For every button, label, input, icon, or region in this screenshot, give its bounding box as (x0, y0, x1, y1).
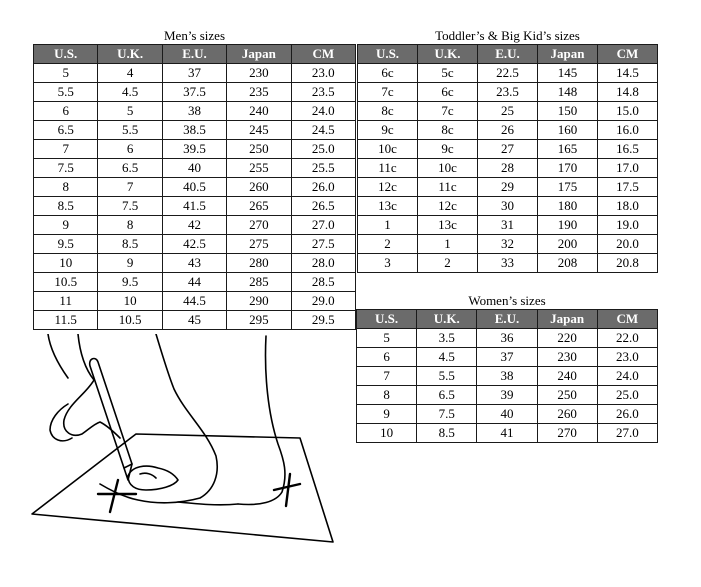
table-cell: 14.8 (598, 83, 658, 102)
womens-size-chart (356, 293, 658, 443)
table-cell: 24.0 (291, 102, 355, 121)
table-cell: 2 (358, 235, 418, 254)
table-cell: 12c (358, 178, 418, 197)
table-cell: 8 (98, 216, 162, 235)
table-cell: 24.5 (291, 121, 355, 140)
table-cell: 25 (478, 102, 538, 121)
table-cell: 235 (227, 83, 291, 102)
table-cell: 10c (358, 140, 418, 159)
table-cell: 30 (478, 197, 538, 216)
table-cell: 2 (418, 254, 478, 273)
table-cell: 15.0 (598, 102, 658, 121)
table-cell: 6 (357, 348, 417, 367)
table-cell: 3.5 (417, 329, 477, 348)
table-cell: 29.0 (291, 292, 355, 311)
mens-table-body (34, 64, 356, 330)
womens-title: Women’s sizes (468, 293, 546, 308)
table-cell: 33 (478, 254, 538, 273)
table-cell: 7c (418, 102, 478, 121)
table-row (34, 140, 356, 159)
table-row (34, 121, 356, 140)
toes-outline (128, 466, 178, 490)
kids-header-cell: U.K. (418, 45, 478, 64)
table-cell: 25.0 (291, 140, 355, 159)
table-cell: 28.0 (291, 254, 355, 273)
table-cell: 7c (358, 83, 418, 102)
table-cell: 24.0 (597, 367, 657, 386)
table-cell: 25.0 (597, 386, 657, 405)
table-cell: 10 (357, 424, 417, 443)
table-cell: 280 (227, 254, 291, 273)
table-cell: 175 (538, 178, 598, 197)
kids-header-cell: Japan (538, 45, 598, 64)
table-row (34, 254, 356, 273)
table-cell: 7.5 (98, 197, 162, 216)
table-cell: 20.8 (598, 254, 658, 273)
womens-header-cell: CM (597, 310, 657, 329)
table-cell: 27.5 (291, 235, 355, 254)
table-cell: 14.5 (598, 64, 658, 83)
table-row (34, 311, 356, 330)
table-cell: 285 (227, 273, 291, 292)
kids-header-row (358, 45, 658, 64)
kids-table-body (358, 64, 658, 273)
table-row (358, 216, 658, 235)
heel-outline (238, 336, 285, 505)
table-row (34, 235, 356, 254)
mens-title: Men’s sizes (163, 28, 226, 43)
table-cell: 32 (478, 235, 538, 254)
table-cell: 270 (227, 216, 291, 235)
table-cell: 6.5 (34, 121, 98, 140)
table-cell: 1 (358, 216, 418, 235)
table-cell: 10.5 (34, 273, 98, 292)
table-cell: 37 (477, 348, 537, 367)
table-cell: 12c (418, 197, 478, 216)
table-cell: 16.0 (598, 121, 658, 140)
table-cell: 27 (478, 140, 538, 159)
table-cell: 27.0 (597, 424, 657, 443)
table-cell: 290 (227, 292, 291, 311)
table-cell: 38 (477, 367, 537, 386)
table-cell: 200 (538, 235, 598, 254)
pencil-icon (90, 359, 132, 468)
table-row (34, 159, 356, 178)
table-row (358, 254, 658, 273)
table-cell: 41 (477, 424, 537, 443)
table-cell: 8.5 (417, 424, 477, 443)
table-cell: 275 (227, 235, 291, 254)
table-cell: 5.5 (34, 83, 98, 102)
womens-table-body (357, 329, 658, 443)
table-cell: 260 (537, 405, 597, 424)
table-cell: 23.0 (291, 64, 355, 83)
table-cell: 190 (538, 216, 598, 235)
table-cell: 148 (538, 83, 598, 102)
table-row (358, 140, 658, 159)
womens-size-table (356, 309, 658, 443)
table-row (34, 292, 356, 311)
table-cell: 44.5 (162, 292, 226, 311)
table-cell: 36 (477, 329, 537, 348)
table-cell: 31 (478, 216, 538, 235)
table-cell: 40 (162, 159, 226, 178)
table-cell: 1 (418, 235, 478, 254)
mens-header-row (34, 45, 356, 64)
table-row (34, 83, 356, 102)
table-cell: 10 (34, 254, 98, 273)
table-cell: 255 (227, 159, 291, 178)
table-cell: 150 (538, 102, 598, 121)
table-cell: 9c (358, 121, 418, 140)
mens-header-cell: CM (291, 45, 355, 64)
table-row (358, 64, 658, 83)
table-cell: 28.5 (291, 273, 355, 292)
table-cell: 145 (538, 64, 598, 83)
table-cell: 5 (34, 64, 98, 83)
table-cell: 250 (537, 386, 597, 405)
table-cell: 37.5 (162, 83, 226, 102)
table-row (34, 273, 356, 292)
sole-line (178, 502, 238, 505)
table-cell: 43 (162, 254, 226, 273)
mens-size-chart (33, 28, 356, 330)
foot-measuring-icon (28, 334, 338, 549)
kids-header-cell: U.S. (358, 45, 418, 64)
table-cell: 180 (538, 197, 598, 216)
table-cell: 4.5 (417, 348, 477, 367)
table-cell: 7 (34, 140, 98, 159)
table-cell: 9 (34, 216, 98, 235)
table-cell: 245 (227, 121, 291, 140)
table-cell: 220 (537, 329, 597, 348)
table-cell: 26 (478, 121, 538, 140)
mens-header-cell: E.U. (162, 45, 226, 64)
table-cell: 160 (538, 121, 598, 140)
table-cell: 6 (34, 102, 98, 121)
table-cell: 165 (538, 140, 598, 159)
table-cell: 45 (162, 311, 226, 330)
table-cell: 17.0 (598, 159, 658, 178)
table-cell: 8.5 (34, 197, 98, 216)
table-row (357, 386, 658, 405)
table-row (358, 121, 658, 140)
table-cell: 170 (538, 159, 598, 178)
table-cell: 4 (98, 64, 162, 83)
table-cell: 28 (478, 159, 538, 178)
table-cell: 265 (227, 197, 291, 216)
table-cell: 6c (418, 83, 478, 102)
toe-line (140, 473, 156, 478)
table-cell: 11.5 (34, 311, 98, 330)
table-cell: 8 (357, 386, 417, 405)
table-cell: 5.5 (417, 367, 477, 386)
table-cell: 16.5 (598, 140, 658, 159)
table-row (358, 197, 658, 216)
mens-header-cell: Japan (227, 45, 291, 64)
table-cell: 5c (418, 64, 478, 83)
table-cell: 39 (477, 386, 537, 405)
table-row (358, 178, 658, 197)
table-cell: 9 (357, 405, 417, 424)
table-cell: 22.0 (597, 329, 657, 348)
table-cell: 240 (227, 102, 291, 121)
table-cell: 11c (418, 178, 478, 197)
table-cell: 38.5 (162, 121, 226, 140)
table-row (34, 64, 356, 83)
table-cell: 25.5 (291, 159, 355, 178)
table-cell: 38 (162, 102, 226, 121)
table-row (358, 235, 658, 254)
table-row (357, 424, 658, 443)
table-row (357, 367, 658, 386)
table-cell: 40.5 (162, 178, 226, 197)
table-row (358, 102, 658, 121)
table-cell: 208 (538, 254, 598, 273)
table-cell: 26.0 (291, 178, 355, 197)
womens-header-row (357, 310, 658, 329)
table-cell: 40 (477, 405, 537, 424)
table-cell: 6.5 (417, 386, 477, 405)
table-cell: 8c (358, 102, 418, 121)
womens-header-cell: U.K. (417, 310, 477, 329)
table-cell: 230 (227, 64, 291, 83)
table-cell: 6 (98, 140, 162, 159)
hand-outline (64, 334, 120, 438)
mens-size-table (33, 44, 356, 330)
table-cell: 19.0 (598, 216, 658, 235)
table-cell: 27.0 (291, 216, 355, 235)
kids-header-cell: CM (598, 45, 658, 64)
table-row (34, 178, 356, 197)
table-cell: 10.5 (98, 311, 162, 330)
table-cell: 37 (162, 64, 226, 83)
table-cell: 23.5 (478, 83, 538, 102)
table-row (34, 216, 356, 235)
table-cell: 11c (358, 159, 418, 178)
table-cell: 26.5 (291, 197, 355, 216)
kids-title: Toddler’s & Big Kid’s sizes (435, 28, 580, 43)
table-cell: 13c (358, 197, 418, 216)
table-cell: 29 (478, 178, 538, 197)
table-cell: 7.5 (417, 405, 477, 424)
womens-header-cell: Japan (537, 310, 597, 329)
wrist-outline (48, 334, 68, 378)
table-cell: 7 (98, 178, 162, 197)
table-cell: 9.5 (98, 273, 162, 292)
table-cell: 5 (98, 102, 162, 121)
table-cell: 8c (418, 121, 478, 140)
heel-mark-cross (274, 474, 300, 506)
womens-header-cell: U.S. (357, 310, 417, 329)
table-cell: 26.0 (597, 405, 657, 424)
table-cell: 18.0 (598, 197, 658, 216)
table-cell: 9c (418, 140, 478, 159)
table-cell: 44 (162, 273, 226, 292)
table-cell: 7.5 (34, 159, 98, 178)
table-cell: 6c (358, 64, 418, 83)
mens-header-cell: U.K. (98, 45, 162, 64)
table-cell: 39.5 (162, 140, 226, 159)
table-cell: 230 (537, 348, 597, 367)
table-cell: 22.5 (478, 64, 538, 83)
table-row (34, 102, 356, 121)
table-cell: 9 (98, 254, 162, 273)
table-cell: 9.5 (34, 235, 98, 254)
table-cell: 17.5 (598, 178, 658, 197)
table-cell: 23.5 (291, 83, 355, 102)
table-cell: 23.0 (597, 348, 657, 367)
table-cell: 10 (98, 292, 162, 311)
table-cell: 3 (358, 254, 418, 273)
table-cell: 7 (357, 367, 417, 386)
table-cell: 29.5 (291, 311, 355, 330)
mens-header-cell: U.S. (34, 45, 98, 64)
table-cell: 8 (34, 178, 98, 197)
table-cell: 10c (418, 159, 478, 178)
table-cell: 20.0 (598, 235, 658, 254)
table-cell: 5 (357, 329, 417, 348)
womens-header-cell: E.U. (477, 310, 537, 329)
table-cell: 13c (418, 216, 478, 235)
table-row (357, 329, 658, 348)
table-cell: 8.5 (98, 235, 162, 254)
table-cell: 42.5 (162, 235, 226, 254)
table-cell: 295 (227, 311, 291, 330)
table-row (358, 83, 658, 102)
table-row (357, 405, 658, 424)
kids-header-cell: E.U. (478, 45, 538, 64)
kids-size-table (357, 44, 658, 273)
table-cell: 240 (537, 367, 597, 386)
table-cell: 41.5 (162, 197, 226, 216)
kids-size-chart (357, 28, 658, 273)
table-cell: 11 (34, 292, 98, 311)
table-row (358, 159, 658, 178)
table-row (34, 197, 356, 216)
table-cell: 6.5 (98, 159, 162, 178)
table-cell: 4.5 (98, 83, 162, 102)
table-cell: 260 (227, 178, 291, 197)
table-cell: 270 (537, 424, 597, 443)
table-row (357, 348, 658, 367)
table-cell: 42 (162, 216, 226, 235)
table-cell: 5.5 (98, 121, 162, 140)
table-cell: 250 (227, 140, 291, 159)
